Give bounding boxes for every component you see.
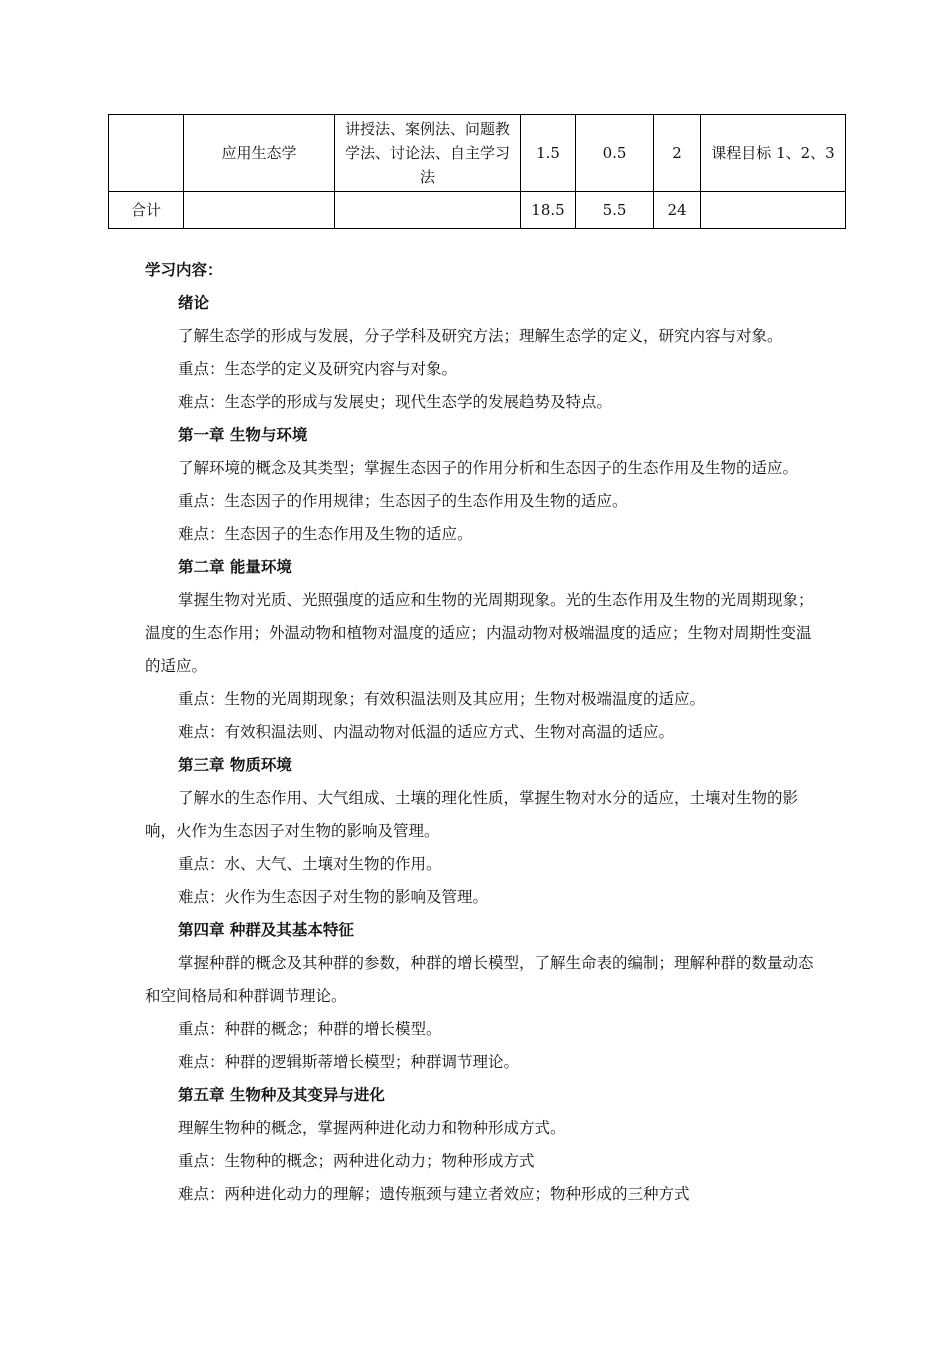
key-points: 重点：生物的光周期现象；有效积温法则及其应用；生物对极端温度的适应。: [178, 690, 706, 708]
key-points: 重点：生态因子的作用规律；生态因子的生态作用及生物的适应。: [178, 492, 628, 510]
section-heading: 第五章 生物种及其变异与进化: [178, 1086, 385, 1104]
key-points: 重点：生物种的概念；两种进化动力；物种形成方式: [178, 1152, 535, 1170]
total-label-cell: 合计: [109, 192, 184, 229]
section-chapter-3: [145, 749, 815, 914]
section-body: 了解水的生态作用、大气组成、土壤的理化性质，掌握生物对水分的适应，土壤对生物的影响，火作为生态因子对生物的影响及管理。: [145, 789, 799, 840]
section-chapter-4: [145, 914, 815, 1079]
theory-total-cell: 18.5: [521, 192, 576, 229]
course-name-cell: 应用生态学: [184, 115, 335, 192]
table-cell-empty: [701, 192, 846, 229]
course-hours-table: [108, 114, 846, 229]
section-body: 掌握生物对光质、光照强度的适应和生物的光周期现象。光的生态作用及生物的光周期现象；温度的生态作用；外温动物和植物对温度的适应；内温动物对极端温度的适应；生物对周期性变温的适应。: [145, 591, 814, 675]
practice-hours-cell: 0.5: [576, 115, 654, 192]
section-heading: 第二章 能量环境: [178, 558, 292, 576]
practice-total-cell: 5.5: [576, 192, 654, 229]
section-chapter-1: [145, 419, 815, 551]
total-hours-cell: 2: [654, 115, 701, 192]
table-cell-empty: [184, 192, 335, 229]
table-row-total: [109, 192, 846, 229]
hours-total-cell: 24: [654, 192, 701, 229]
section-body: 了解生态学的形成与发展，分子学科及研究方法；理解生态学的定义，研究内容与对象。: [178, 327, 783, 345]
learning-content: [145, 254, 815, 1211]
table-cell-empty: [335, 192, 521, 229]
section-body: 掌握种群的概念及其种群的参数，种群的增长模型，了解生命表的编制；理解种群的数量动态和空间格局和种群调节理论。: [145, 954, 814, 1005]
teaching-method-cell: 讲授法、案例法、问题教学法、讨论法、自主学习法: [335, 115, 521, 192]
key-points: 重点：生态学的定义及研究内容与对象。: [178, 360, 458, 378]
section-heading: 第四章 种群及其基本特征: [178, 921, 354, 939]
section-heading: 绪论: [178, 294, 210, 312]
section-body: 理解生物种的概念，掌握两种进化动力和物种形成方式。: [178, 1119, 566, 1137]
difficult-points: 难点：生态学的形成与发展史；现代生态学的发展趋势及特点。: [178, 393, 613, 411]
table-cell-empty: [109, 115, 184, 192]
key-points: 重点：水、大气、土壤对生物的作用。: [178, 855, 442, 873]
difficult-points: 难点：种群的逻辑斯蒂增长模型；种群调节理论。: [178, 1053, 520, 1071]
difficult-points: 难点：生态因子的生态作用及生物的适应。: [178, 525, 473, 543]
section-chapter-2: [145, 551, 815, 749]
theory-hours-cell: 1.5: [521, 115, 576, 192]
section-heading: 第一章 生物与环境: [178, 426, 308, 444]
section-title: 学习内容：: [145, 261, 223, 279]
difficult-points: 难点：火作为生态因子对生物的影响及管理。: [178, 888, 489, 906]
table-row: [109, 115, 846, 192]
section-body: 了解环境的概念及其类型；掌握生态因子的作用分析和生态因子的生态作用及生物的适应。: [178, 459, 799, 477]
section-intro: [145, 287, 815, 419]
section-chapter-5: [145, 1079, 815, 1211]
course-goal-cell: 课程目标 1、2、3: [701, 115, 846, 192]
key-points: 重点：种群的概念；种群的增长模型。: [178, 1020, 442, 1038]
section-heading: 第三章 物质环境: [178, 756, 292, 774]
difficult-points: 难点：两种进化动力的理解；遗传瓶颈与建立者效应；物种形成的三种方式: [178, 1185, 690, 1203]
difficult-points: 难点：有效积温法则、内温动物对低温的适应方式、生物对高温的适应。: [178, 723, 675, 741]
